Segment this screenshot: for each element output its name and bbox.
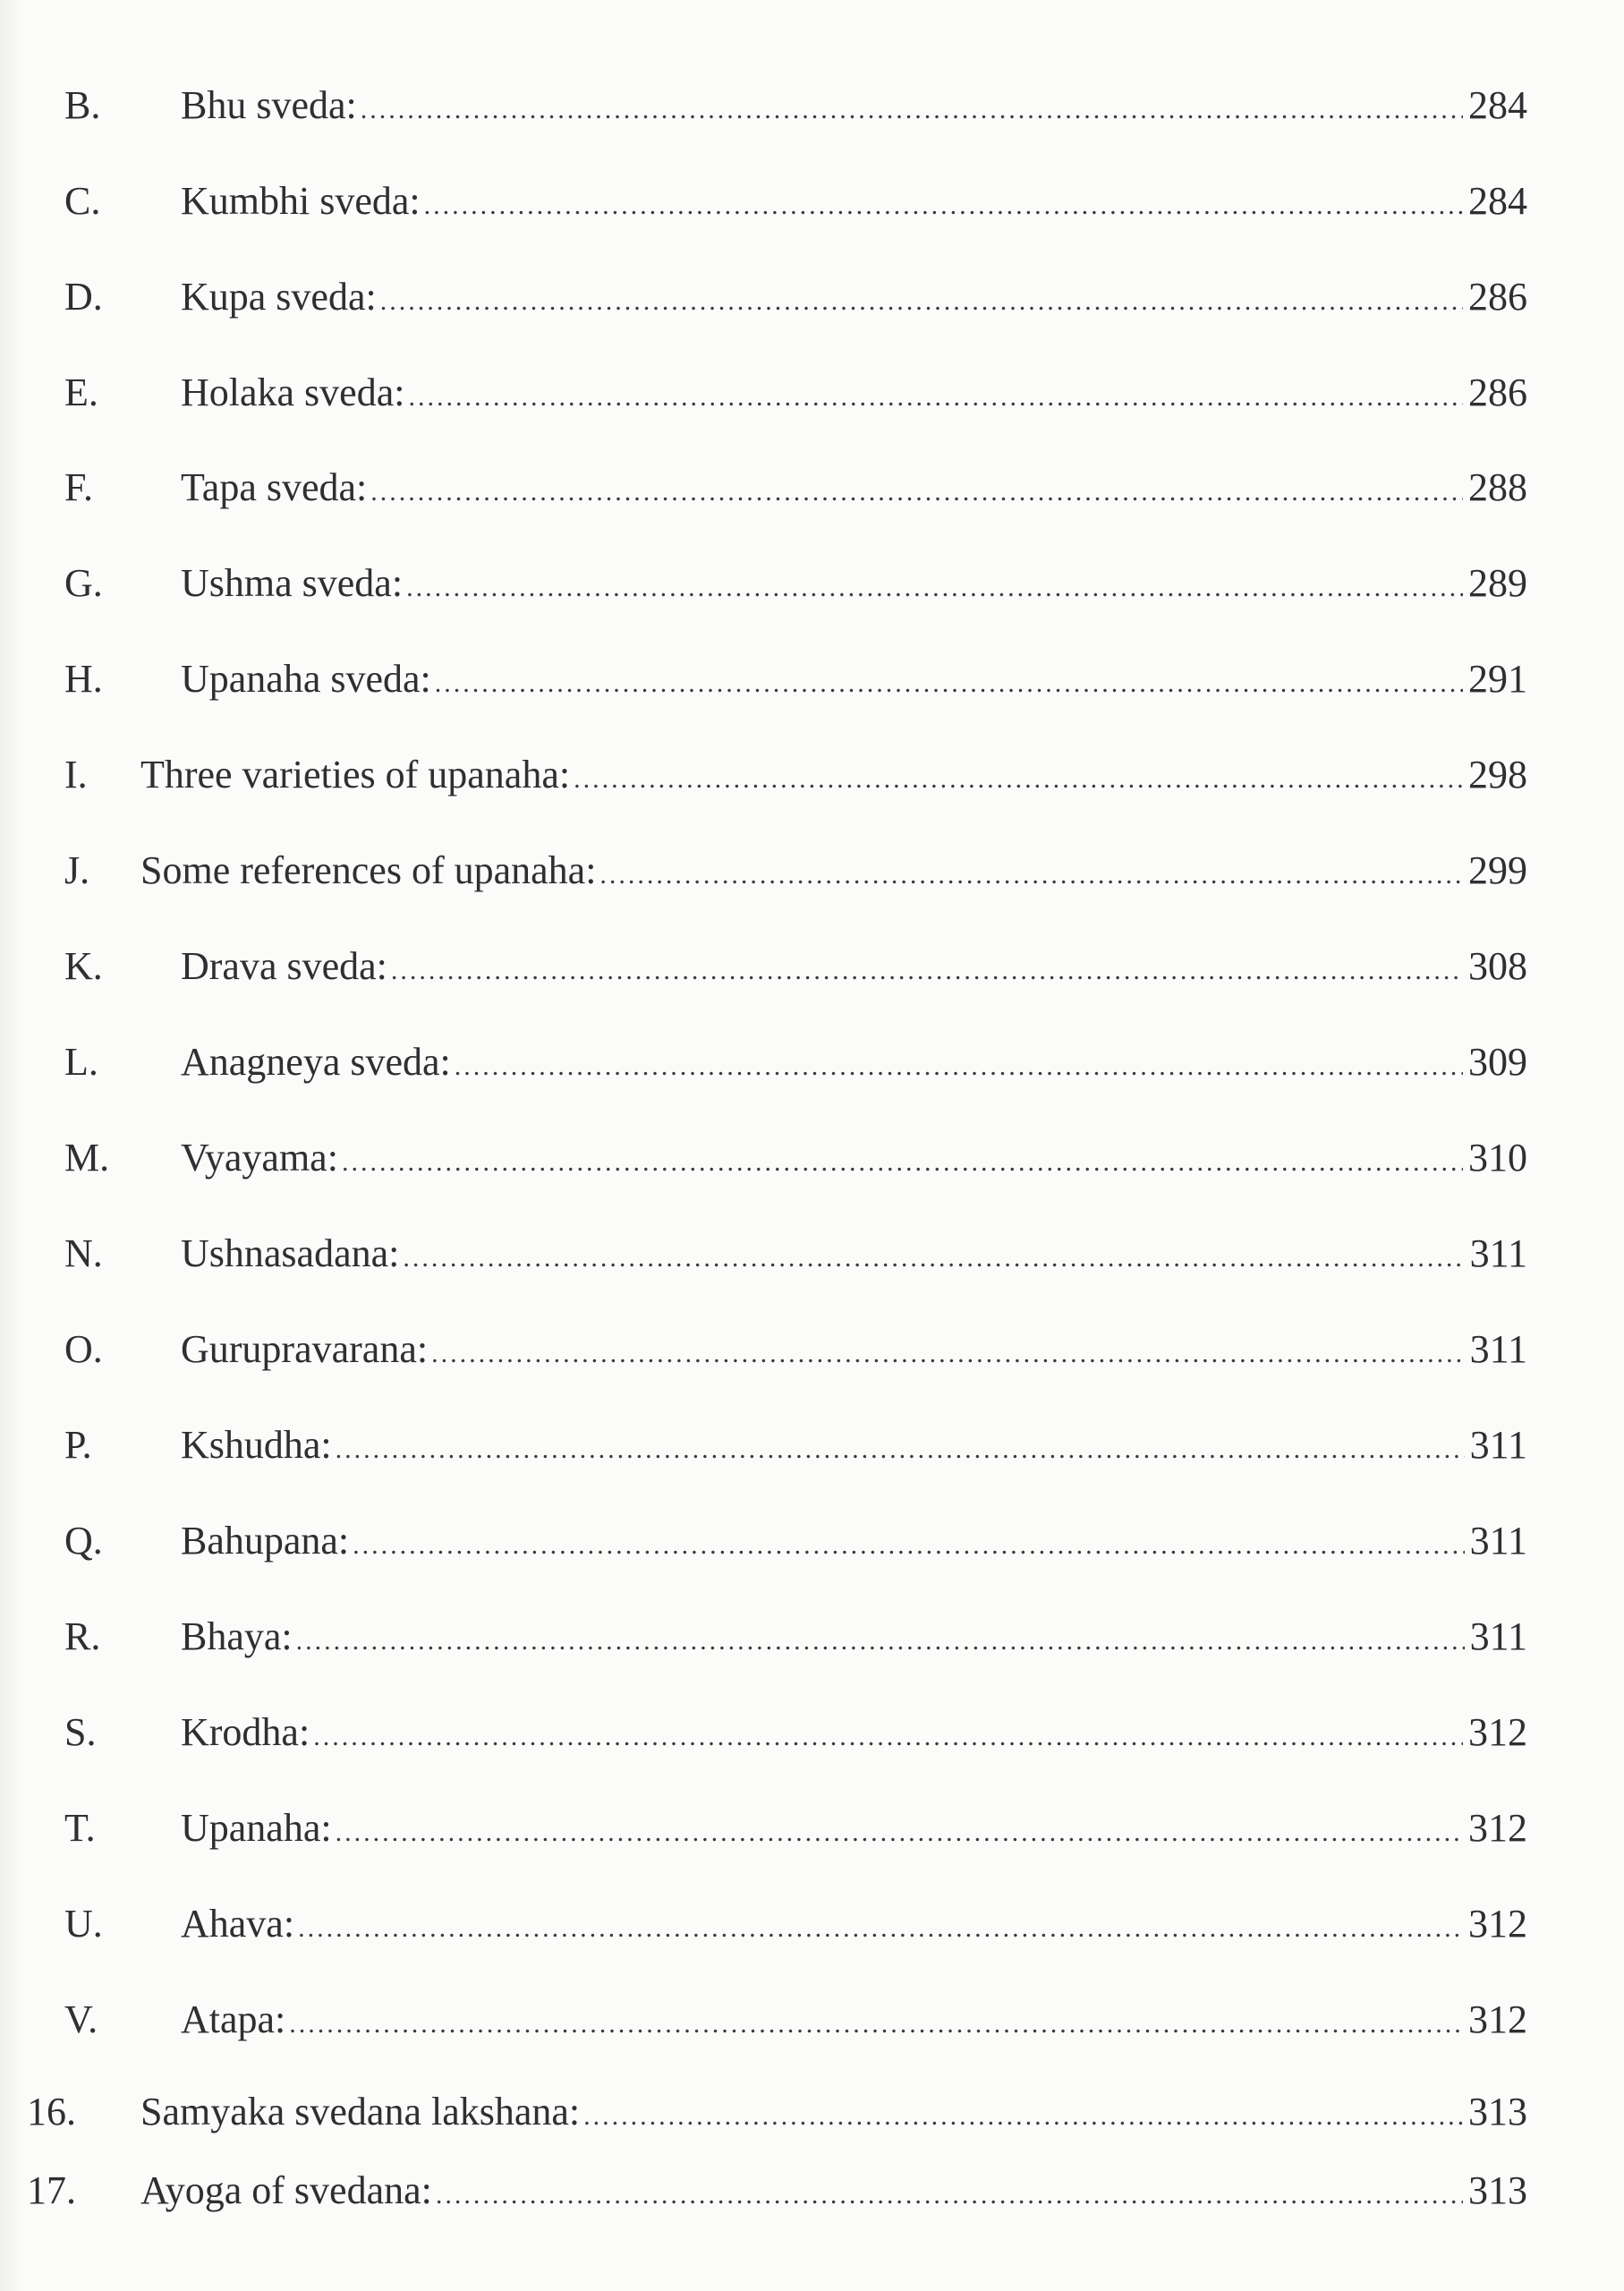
entry-marker: G.	[64, 561, 103, 605]
entry-title: Bhaya:	[181, 1614, 293, 1658]
entry-marker: C.	[64, 179, 101, 223]
entry-title: Kupa sveda:	[181, 275, 377, 319]
entry-page-number: 299	[1468, 848, 1527, 892]
entry-marker: U.	[64, 1902, 103, 1946]
toc-entry-bhu-sveda	[0, 79, 1624, 132]
entry-line	[181, 366, 1527, 424]
entry-page-number: 311	[1469, 1614, 1527, 1658]
entry-marker: M.	[64, 1136, 110, 1180]
entry-title: Ahava:	[181, 1902, 295, 1946]
entry-marker: N.	[64, 1231, 103, 1275]
entry-page-number: 286	[1468, 370, 1527, 414]
entry-marker: L.	[64, 1040, 98, 1084]
entry-page-number: 311	[1469, 1519, 1527, 1563]
entry-marker: B.	[64, 83, 101, 127]
dot-leader	[349, 1519, 1464, 1572]
entry-title: Krodha:	[181, 1710, 310, 1754]
entry-page-number: 313	[1468, 2090, 1527, 2133]
entry-title: Upanaha:	[181, 1806, 332, 1850]
dot-leader	[293, 1614, 1465, 1668]
entry-line	[181, 1610, 1527, 1668]
toc-entry-drava-sveda	[0, 940, 1624, 993]
entry-title: Kshudha:	[181, 1423, 332, 1467]
entry-title: Holaka sveda:	[181, 370, 405, 414]
toc-entry-anagneya-sveda	[0, 1035, 1624, 1089]
toc-entry-kshudha	[0, 1418, 1624, 1472]
entry-title: Drava sveda:	[181, 944, 387, 988]
entry-marker: K.	[64, 944, 103, 988]
entry-line	[181, 1035, 1527, 1094]
entry-line	[181, 1323, 1527, 1381]
entry-line	[181, 1514, 1527, 1572]
toc-entry-samyaka-svedana-lakshana	[0, 2085, 1624, 2139]
toc-entry-upanaha-sveda	[0, 652, 1624, 706]
dot-leader	[357, 83, 1463, 137]
entry-page-number: 312	[1468, 1902, 1527, 1946]
entry-page-number: 291	[1468, 657, 1527, 701]
entry-line	[181, 1131, 1527, 1189]
entry-title: Gurupravarana:	[181, 1327, 429, 1371]
dot-leader	[403, 561, 1463, 615]
toc-entry-tapa-sveda	[0, 461, 1624, 515]
dot-leader	[570, 753, 1463, 806]
dot-leader	[421, 179, 1463, 233]
entry-line	[181, 79, 1527, 137]
entry-line	[181, 1897, 1527, 1955]
entry-marker: H.	[64, 657, 103, 701]
dot-leader	[310, 1710, 1463, 1764]
dot-leader	[431, 657, 1463, 711]
toc-entry-atapa	[0, 1993, 1624, 2047]
dot-leader	[399, 1231, 1464, 1285]
entry-marker: 16.	[27, 2090, 76, 2133]
entry-title: Kumbhi sveda:	[181, 179, 421, 223]
entry-title: Vyayama:	[181, 1136, 338, 1180]
dot-leader	[332, 1423, 1465, 1477]
entry-line	[181, 461, 1527, 519]
entry-marker: O.	[64, 1327, 103, 1371]
entry-title: Upanaha sveda:	[181, 657, 431, 701]
entry-page-number: 308	[1468, 944, 1527, 988]
entry-marker: T.	[64, 1806, 96, 1850]
toc-entry-bhaya	[0, 1610, 1624, 1664]
entry-page-number: 311	[1469, 1327, 1527, 1371]
entry-title: Three varieties of upanaha:	[140, 753, 571, 796]
dot-leader	[451, 1040, 1463, 1094]
entry-marker: D.	[64, 275, 103, 319]
entry-marker: I.	[64, 753, 88, 796]
entry-page-number: 313	[1468, 2168, 1527, 2212]
dot-leader	[580, 2090, 1463, 2143]
entry-page-number: 284	[1468, 179, 1527, 223]
toc-entry-ayoga-of-svedana	[0, 2164, 1624, 2218]
entry-line	[181, 1418, 1527, 1477]
dot-leader	[332, 1806, 1463, 1860]
dot-leader	[404, 370, 1463, 424]
entry-marker: E.	[64, 370, 98, 414]
entry-title: Samyaka svedana lakshana:	[140, 2090, 581, 2133]
entry-line	[181, 270, 1527, 328]
dot-leader	[596, 848, 1463, 902]
toc-entry-gurupravarana	[0, 1323, 1624, 1376]
entry-page-number: 312	[1468, 1710, 1527, 1754]
entry-marker: 17.	[27, 2168, 76, 2212]
toc-entry-bahupana	[0, 1514, 1624, 1568]
entry-title: Tapa sveda:	[181, 465, 368, 509]
entry-line	[181, 940, 1527, 998]
entry-title: Ushnasadana:	[181, 1231, 400, 1275]
entry-title: Ayoga of svedana:	[140, 2168, 432, 2212]
toc-entry-kumbhi-sveda	[0, 175, 1624, 228]
entry-title: Some references of upanaha:	[140, 848, 597, 892]
entry-page-number: 286	[1468, 275, 1527, 319]
entry-title: Ushma sveda:	[181, 561, 404, 605]
entry-page-number: 311	[1469, 1423, 1527, 1467]
dot-leader	[294, 1902, 1463, 1955]
entry-marker: F.	[64, 465, 93, 509]
entry-line	[140, 2085, 1527, 2143]
entry-marker: Q.	[64, 1519, 103, 1563]
dot-leader	[377, 275, 1463, 328]
dot-leader	[338, 1136, 1463, 1189]
dot-leader	[387, 944, 1463, 998]
entry-marker: V.	[64, 1997, 98, 2041]
entry-marker: J.	[64, 848, 90, 892]
dot-leader	[428, 1327, 1465, 1381]
entry-marker: R.	[64, 1614, 101, 1658]
dot-leader	[367, 465, 1463, 519]
entry-marker: P.	[64, 1423, 92, 1467]
entry-title: Bhu sveda:	[181, 83, 357, 127]
entry-line	[181, 175, 1527, 233]
entry-line	[181, 652, 1527, 711]
toc-entry-some-references-of-upanaha	[0, 844, 1624, 898]
toc-entry-krodha	[0, 1706, 1624, 1759]
toc-entry-ushma-sveda	[0, 557, 1624, 610]
entry-page-number: 312	[1468, 1806, 1527, 1850]
toc-entry-ushnasadana	[0, 1227, 1624, 1281]
toc-entry-holaka-sveda	[0, 366, 1624, 420]
entry-page-number: 310	[1468, 1136, 1527, 1180]
entry-line	[140, 748, 1527, 806]
entry-page-number: 289	[1468, 561, 1527, 605]
entry-page-number: 298	[1468, 753, 1527, 796]
entry-line	[181, 1706, 1527, 1764]
toc-entry-kupa-sveda	[0, 270, 1624, 324]
entry-page-number: 284	[1468, 83, 1527, 127]
entry-line	[181, 1801, 1527, 1860]
entry-page-number: 311	[1469, 1231, 1527, 1275]
entry-title: Anagneya sveda:	[181, 1040, 451, 1084]
entry-page-number: 312	[1468, 1997, 1527, 2041]
entry-line	[181, 557, 1527, 615]
entry-marker: S.	[64, 1710, 97, 1754]
toc-entry-upanaha	[0, 1801, 1624, 1855]
toc-entry-three-varieties-of-upanaha	[0, 748, 1624, 802]
toc-entry-ahava	[0, 1897, 1624, 1951]
entry-line	[181, 1227, 1527, 1285]
dot-leader	[432, 2168, 1463, 2222]
entry-page-number: 288	[1468, 465, 1527, 509]
entry-line	[181, 1993, 1527, 2051]
entry-line	[140, 844, 1527, 902]
dot-leader	[285, 1997, 1463, 2051]
entry-title: Bahupana:	[181, 1519, 350, 1563]
entry-page-number: 309	[1468, 1040, 1527, 1084]
toc-entry-vyayama	[0, 1131, 1624, 1185]
entry-line	[140, 2164, 1527, 2222]
entry-title: Atapa:	[181, 1997, 286, 2041]
